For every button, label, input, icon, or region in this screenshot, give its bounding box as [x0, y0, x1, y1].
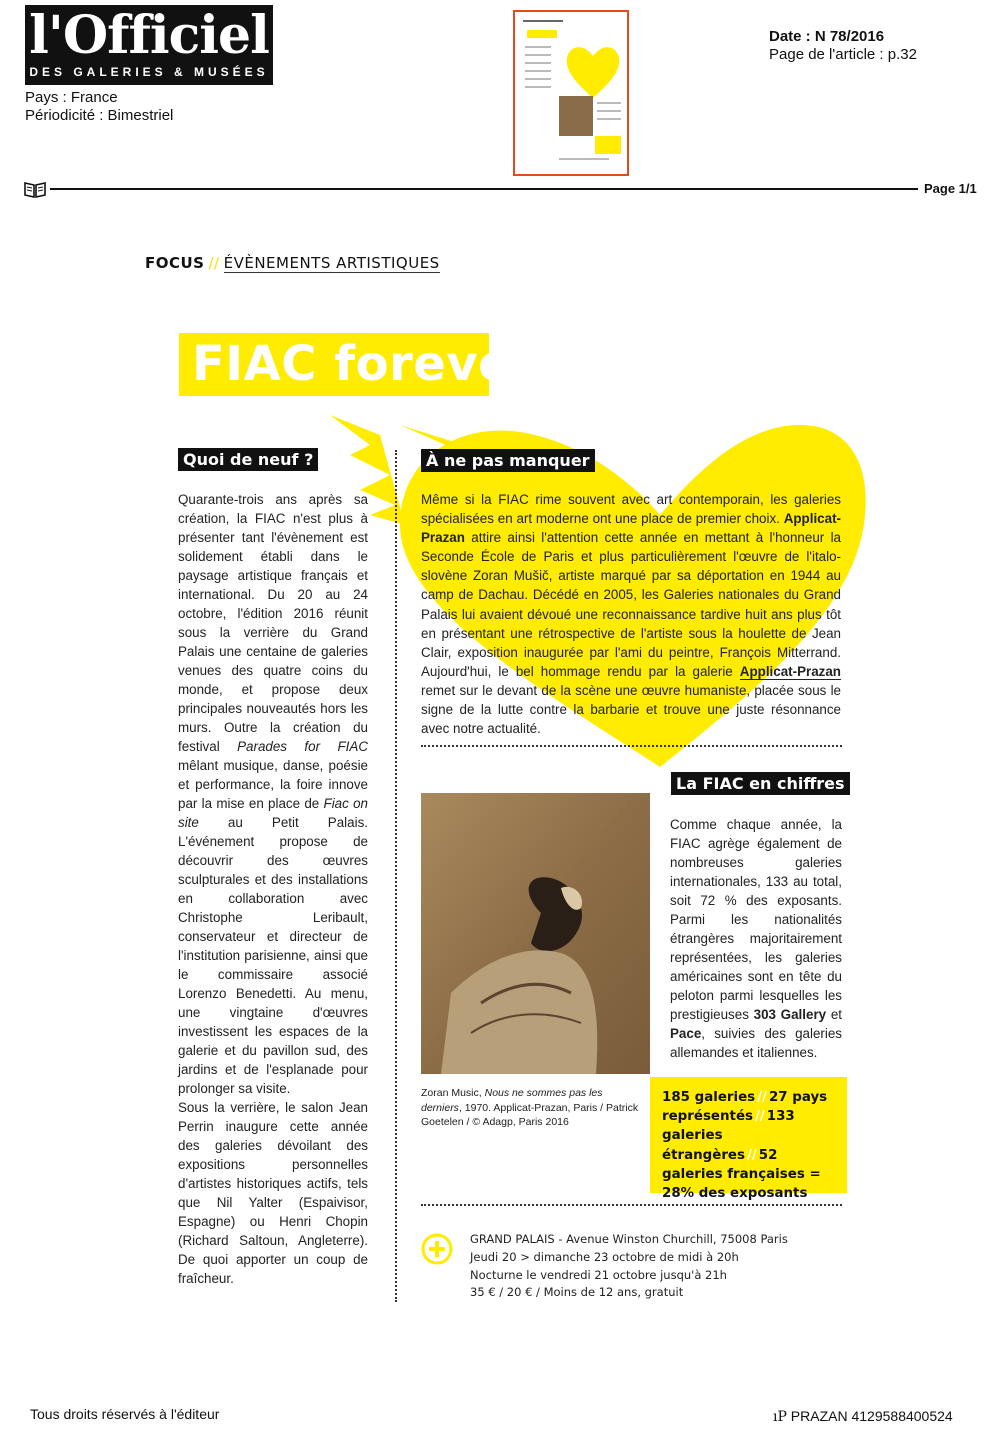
- left-paragraph-2: Sous la verrière, le salon Jean Perrin inaugure cette année des galeries dévoilant des expositions personnelles d'artistes historiques actifs, tels que Nil Yalter (Espaivisor, Espagne) ou Henri Chopin (Richard Saltoun, Angleterre). De quoi apporter un coup de fraîcheur.: [178, 1100, 368, 1286]
- info-divider: [421, 1204, 842, 1206]
- section-kicker: [145, 254, 440, 272]
- page-number: Page 1/1: [924, 181, 977, 196]
- info-prices: 35 € / 20 € / Moins de 12 ans, gratuit: [470, 1285, 684, 1300]
- stat-countries: 27 pays représentés: [662, 1090, 828, 1125]
- right-column-text: Même si la FIAC rime souvent avec art contemporain, les galeries spécialisées en art moderne ont une place de premier choix. Applicat-Prazan attire ainsi l'attention cette année en mettant à l'honneur la Seconde École de Paris et plus particulièrement l'œuvre de l'italo-slovène Zoran Mušič, artiste marqué par sa déportation en 1944 au camp de Dachau. Décédé en 2005, les Galeries nationales du Grand Palais lui avaient dévoué une reconnaissance tardive huit ans plus tôt en présentant une rétrospective de l'artiste sous la houlette de Jean Clair, exposition inaugurée par l'ami du peintre, François Mitterrand. Aujourd'hui, le bel hommage rendu par la galerie Applicat-Prazan remet sur le devant de la scène une œuvre humaniste, placée sous le signe de la lutte contre la barbarie et trouve une juste résonnance avec notre actualité.: [421, 492, 841, 737]
- header-rule: [50, 188, 918, 190]
- artwork-photo: [421, 793, 650, 1074]
- logo-title: l'Officiel: [29, 5, 269, 66]
- stat-foreign: 133 galeries étrangères: [662, 1109, 795, 1163]
- article-page: Page de l'article : p.32: [769, 46, 917, 63]
- event-info: [470, 1231, 788, 1302]
- article-title: FIAC forever: [192, 336, 536, 392]
- issue-date: Date : N 78/2016: [769, 28, 885, 45]
- stat-french: 52 galeries françaises = 28% des exposants: [662, 1147, 821, 1202]
- info-nocturne: Nocturne le vendredi 21 octobre jusqu'à 21h: [470, 1267, 727, 1282]
- column-divider: [395, 450, 397, 1302]
- logo-subtitle: DES GALERIES & MUSÉES: [29, 65, 269, 79]
- officiel-logo: [25, 5, 273, 85]
- thumbnail-heart: [565, 40, 621, 100]
- section-divider: [421, 745, 842, 747]
- left-column-text: Quarante-trois ans après sa création, la FIAC n'est plus à présenter tant l'évènement est solidement établi dans le paysage artistique français et international. Du 20 au 24 octobre, l'édition 2016 réunit sous la verrière du Grand Palais une centaine de galeries venues des quatre coins du monde, et propose deux principales nouveautés hors les murs. Outre la création du festival Parades for FIAC mêlant musique, danse, poésie et performance, la foire innove par la mise en place de Fiac on site au Petit Palais. L'événement propose de découvrir des œuvres sculpturales et des installations en collaboration avec Christophe Leribault, conservateur et directeur de l'institution parisienne, ainsi que le commissaire associé Lorenzo Benedetti. Au menu, une vingtaine d'œuvres investissent les espaces de la galerie et du pavillon sud, des jardins et de l'esplanade pour prolonger sa visite. Sous la verrière, le salon Jean Perrin inaugure cette année des galeries dévoilant des expositions personnelles d'artistes historiques actifs, tels que Nil Yalter (Espaivisor, Espagne) ou Henri Chopin (Richard Saltoun, Angleterre). De quoi apporter un coup de fraîcheur.: [178, 492, 369, 1286]
- kicker-section: ÉVÈNEMENTS ARTISTIQUES: [223, 254, 440, 272]
- right-column-header: À ne pas manquer: [421, 449, 595, 472]
- reference-code: PRAZAN 4129588400524: [790, 1408, 953, 1424]
- kicker-focus: FOCUS: [145, 254, 205, 272]
- reference-logo: ıP: [773, 1409, 787, 1425]
- book-icon: [24, 180, 46, 198]
- info-dates: Jeudi 20 > dimanche 23 octobre de midi à 20h: [470, 1249, 739, 1264]
- document-reference: [773, 1408, 953, 1425]
- left-column-header: Quoi de neuf ?: [178, 448, 318, 471]
- stats-header: La FIAC en chiffres: [671, 772, 850, 795]
- stats-figures: 185 galeries // 27 pays représentés // 133 galeries étrangères // 52 galeries françaises = 28% des exposants: [662, 1090, 828, 1202]
- kicker-separator: //: [208, 254, 220, 272]
- stat-galleries: 185 galeries: [662, 1090, 756, 1105]
- plus-circle-icon: [421, 1233, 453, 1265]
- article-thumbnail: [513, 10, 629, 176]
- photo-caption: Zoran Music, Nous ne sommes pas les derniers, 1970. Applicat-Prazan, Paris / Patrick Goetelen / © Adagp, Paris 2016: [421, 1087, 639, 1128]
- country-label: Pays : France: [25, 89, 118, 106]
- rights-notice: Tous droits réservés à l'éditeur: [30, 1406, 220, 1422]
- info-venue: GRAND PALAIS - Avenue Winston Churchill, 75008 Paris: [470, 1232, 788, 1246]
- periodicity-label: Périodicité : Bimestriel: [25, 107, 174, 124]
- stats-text: Comme chaque année, la FIAC agrège également de nombreuses galeries internationales, 133 au total, soit 72 % des exposants. Parmi les nationalités étrangères majoritairement représentées, les galeries américaines sont en tête du peloton parmi lesquelles les prestigieuses 303 Gallery et Pace, suivies des galeries allemandes et italiennes.: [670, 817, 842, 1060]
